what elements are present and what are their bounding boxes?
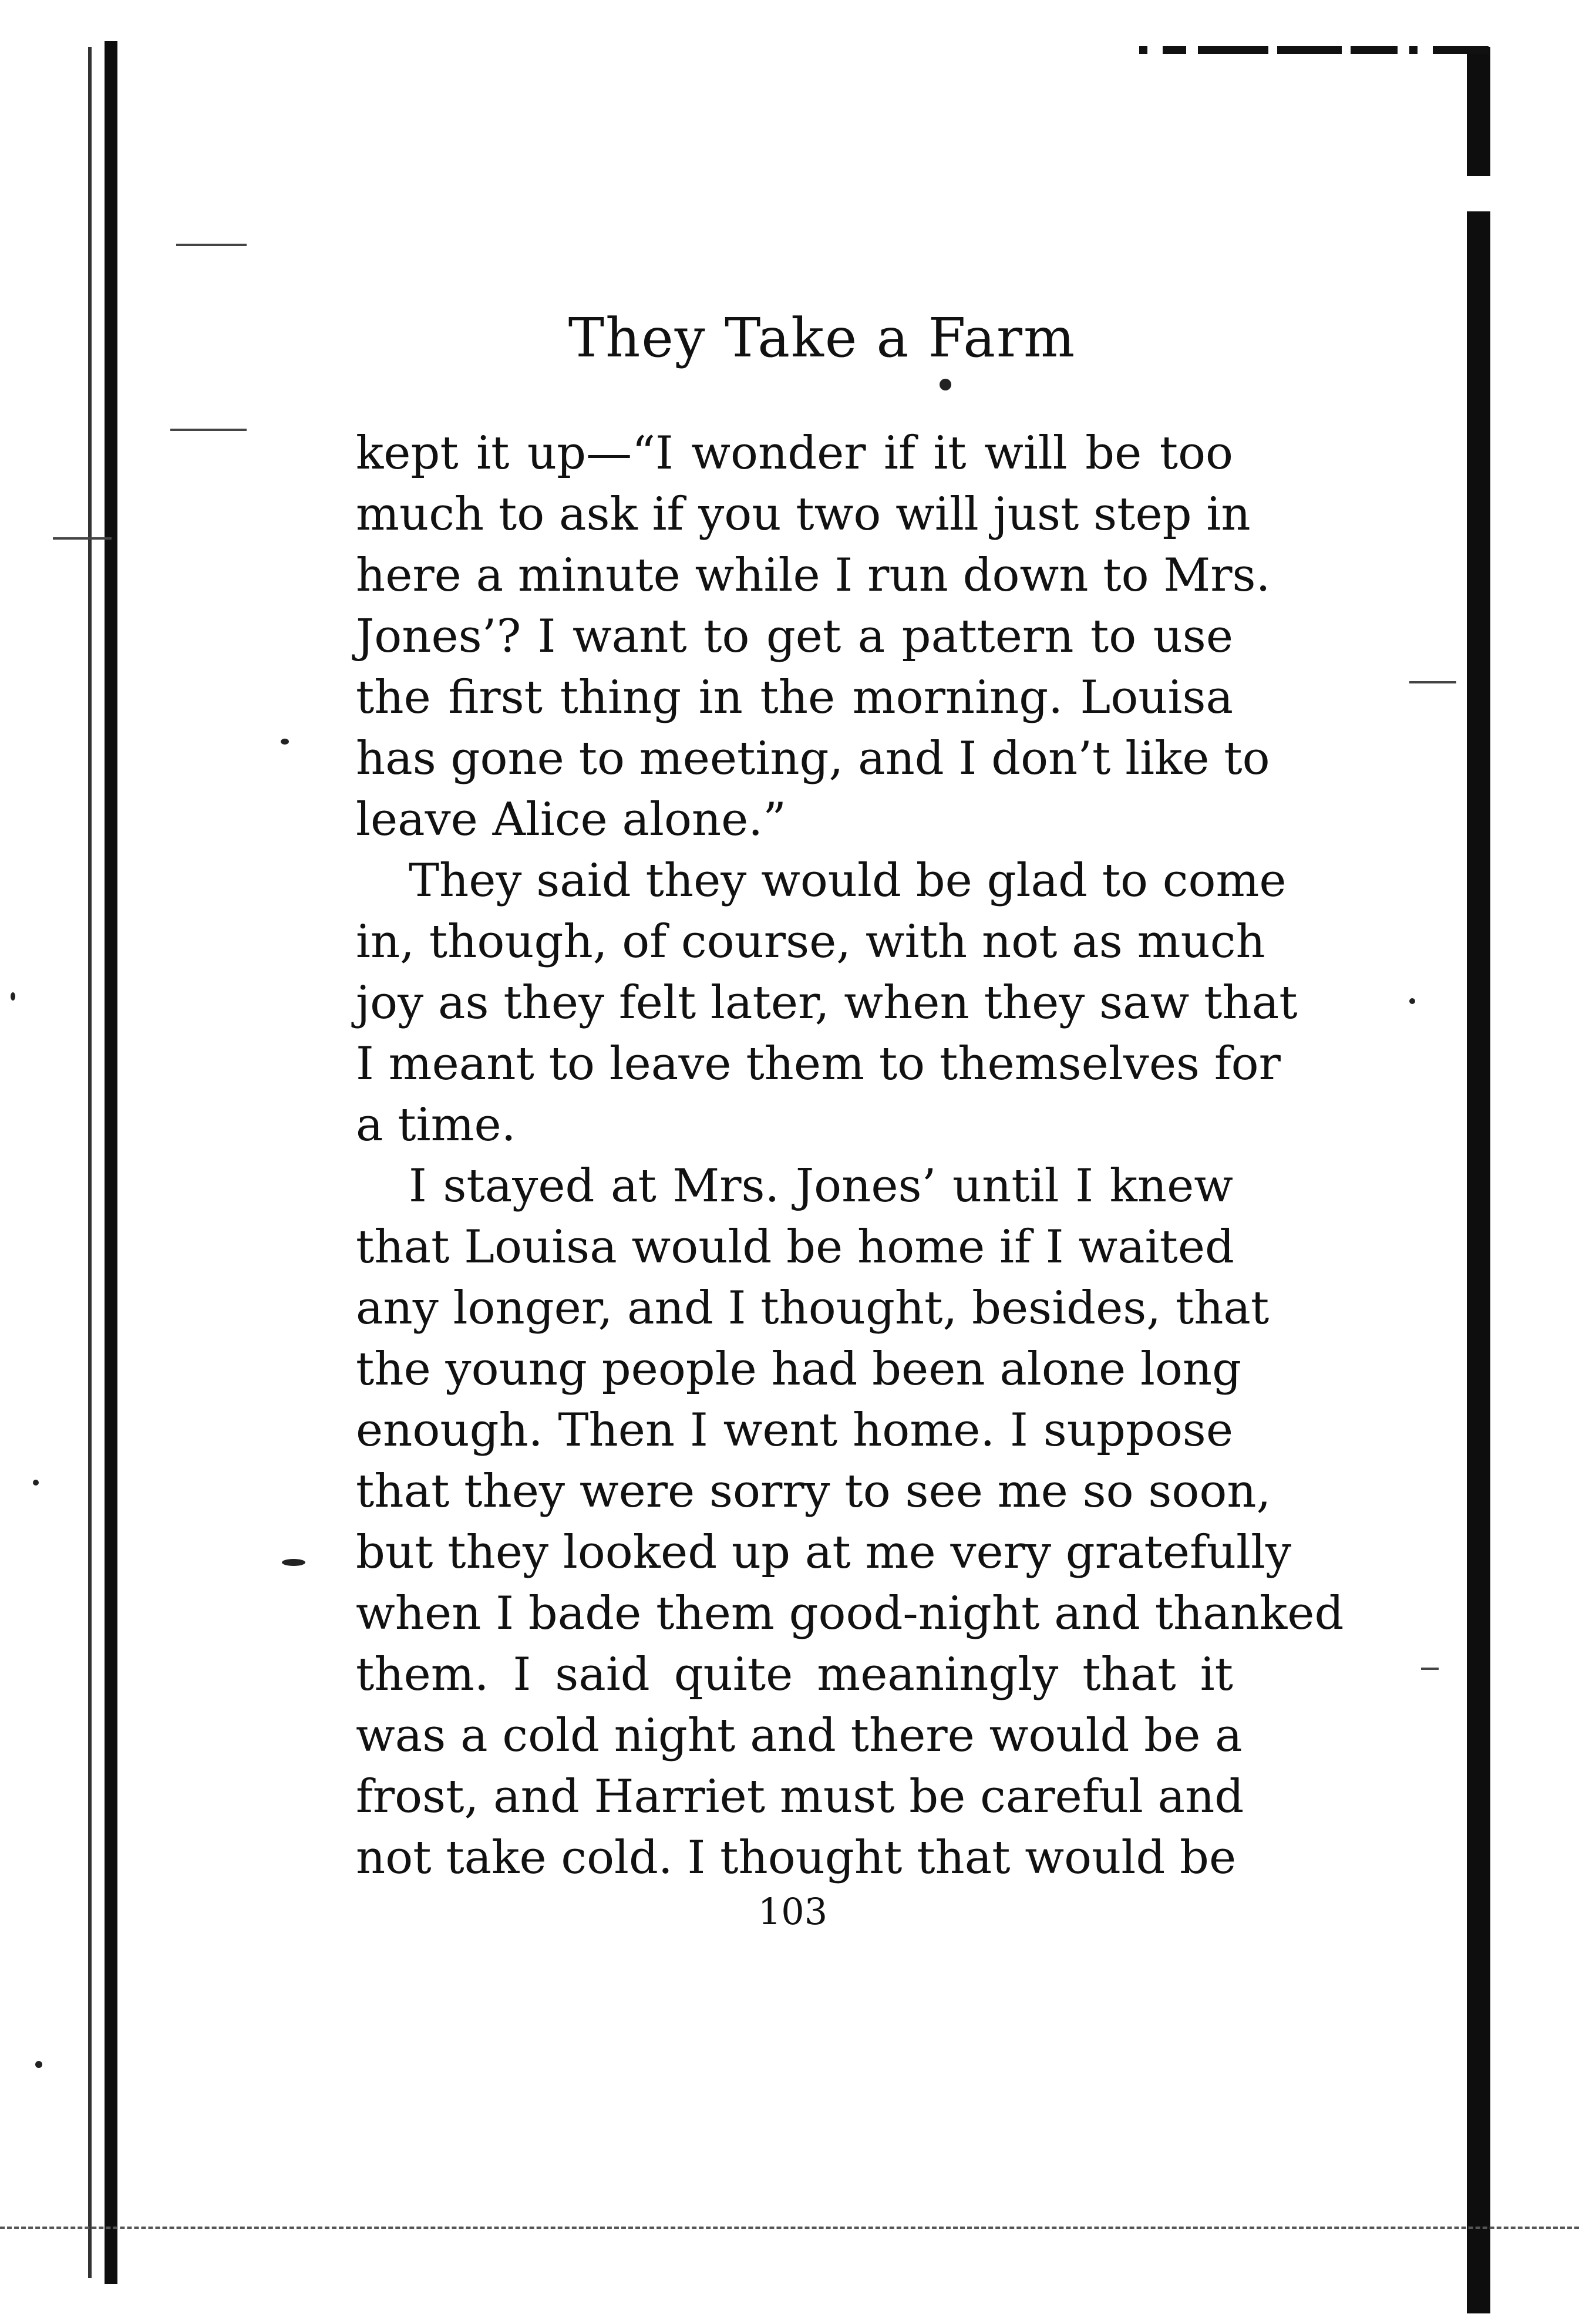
scan-speck [33, 1480, 39, 1486]
scan-speck [35, 2061, 42, 2068]
text-line: any longer, and I thought, besides, that [356, 1282, 1270, 1335]
text-line: in, though, of course, with not as much [356, 915, 1265, 968]
scan-dash [53, 537, 112, 540]
text-line: that Louisa would be home if I waited [356, 1221, 1234, 1274]
text-line: joy as they felt later, when they saw that [356, 976, 1298, 1029]
scan-top-dash [1163, 46, 1186, 54]
text-line: them. I said quite meaningly that it [356, 1648, 1233, 1701]
scan-speck [940, 379, 951, 390]
text-line: not take cold. I thought that would be [356, 1831, 1237, 1884]
text-line: the first thing in the morning. Louisa [356, 671, 1233, 724]
text-line: kept it up—“I wonder if it will be too [356, 427, 1233, 480]
body-text [356, 423, 1344, 1888]
text-line: They said they would be glad to come [409, 854, 1287, 907]
scan-edge-right [1467, 47, 1490, 2313]
scan-top-dash [1351, 46, 1398, 54]
text-line: was a cold night and there would be a [356, 1709, 1243, 1762]
text-line: frost, and Harriet must be careful and [356, 1770, 1244, 1823]
scan-speck [281, 739, 289, 745]
scan-top-dash [1139, 46, 1147, 54]
text-line: the young people had been alone long [356, 1343, 1242, 1396]
text-line: when I bade them good-night and thanked [356, 1587, 1344, 1640]
scan-speck [282, 1559, 305, 1566]
scan-top-dash [1409, 46, 1418, 54]
text-line: I stayed at Mrs. Jones’ until I knew [409, 1160, 1233, 1212]
scan-dash [1409, 681, 1456, 683]
text-line: a time. [356, 1099, 516, 1151]
text-line: here a minute while I run down to Mrs. [356, 549, 1271, 602]
scan-edge-right-gap [1467, 176, 1490, 211]
scan-top-dash [1433, 46, 1489, 54]
text-line: that they were sorry to see me so soon, [356, 1465, 1271, 1518]
text-line: enough. Then I went home. I suppose [356, 1404, 1233, 1457]
scan-dash [1421, 1668, 1439, 1670]
running-head: They Take a Farm [568, 307, 1076, 369]
scan-edge-left-thin [88, 47, 92, 2278]
scan-top-dash [1198, 46, 1268, 54]
text-line: I meant to leave them to themselves for [356, 1038, 1281, 1090]
text-line: Jones’? I want to get a pattern to use [356, 610, 1233, 663]
text-line: leave Alice alone.” [356, 793, 786, 846]
scan-speck [11, 992, 15, 1001]
text-line: but they looked up at me very gratefully [356, 1526, 1292, 1579]
scan-dash [176, 244, 247, 246]
text-line: much to ask if you two will just step in [356, 488, 1251, 541]
scan-dash [170, 429, 247, 431]
page-number: 103 [757, 1890, 828, 1933]
scan-top-dash [1277, 46, 1342, 54]
text-line: has gone to meeting, and I don’t like to [356, 732, 1270, 785]
scan-edge-left [105, 41, 117, 2284]
scan-speck [1409, 998, 1415, 1004]
scan-bottom-rule [0, 2227, 1579, 2229]
